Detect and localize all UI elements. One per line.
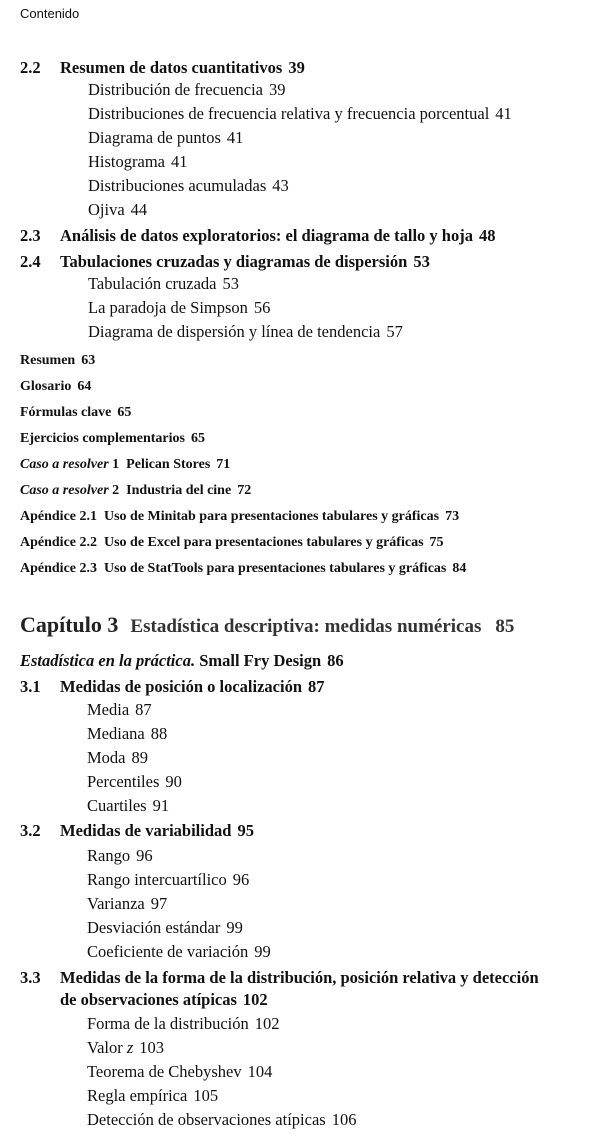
subitem-title: Diagrama de puntos [88,128,221,147]
toc-section-3-1[interactable] [20,677,325,697]
toc-subitem[interactable] [88,128,243,148]
section-title: Medidas de variabilidad [60,821,232,840]
subitem-page: 87 [135,700,152,719]
subitem-page: 105 [193,1086,219,1105]
appendix-label: Apéndice 2.3 [20,561,97,576]
toc-subitem[interactable] [88,104,512,124]
toc-practice-item[interactable] [20,651,344,671]
subitem-title: Ojiva [88,200,125,219]
case-title: Industria del cine [126,483,232,498]
toc-subitem[interactable] [87,1086,218,1106]
appendix-title: Uso de StatTools para presentaciones tabulares y gráficas [104,561,447,576]
toc-appendix-item[interactable] [20,533,444,553]
toc-section-2-2[interactable] [20,58,305,78]
toc-subitem[interactable] [87,1110,356,1130]
section-title: Tabulaciones cruzadas y diagramas de dispersión [60,252,408,271]
toc-subitem[interactable] [88,200,147,220]
section-page: 95 [237,821,254,840]
toc-section-3-3[interactable] [20,968,539,988]
end-item-page: 65 [117,405,132,420]
subitem-title: Distribución de frecuencia [88,80,264,99]
appendix-title: Uso de Minitab para presentaciones tabulares y gráficas [104,509,440,524]
section-title-line1: Medidas de la forma de la distribución, posición relativa y detección [60,968,539,987]
subitem-page: 103 [139,1038,165,1057]
subitem-title: Tabulación cruzada [88,274,217,293]
subitem-page: 57 [386,322,403,341]
subitem-title: Cuartiles [87,796,147,815]
subitem-title: Media [87,700,130,719]
end-item-title: Resumen [20,353,76,368]
toc-case-item[interactable] [20,481,251,501]
section-page: 102 [242,990,268,1009]
subitem-page: 104 [247,1062,273,1081]
subitem-title: Teorema de Chebyshev [87,1062,242,1081]
case-label: Caso a resolver [20,457,109,472]
case-page: 71 [216,457,231,472]
section-number: 2.4 [20,252,41,271]
toc-end-item[interactable] [20,403,131,423]
section-page: 39 [288,58,305,77]
appendix-page: 84 [452,561,467,576]
toc-subitem[interactable] [87,846,153,866]
subitem-page: 44 [130,200,148,219]
subitem-title: Histograma [88,152,165,171]
chapter-title: Estadística descriptiva: medidas numéricas [130,616,482,637]
practice-label: Estadística en la práctica. [20,651,196,670]
chapter-3-heading[interactable] [20,612,514,640]
subitem-title: Rango intercuartílico [87,870,227,889]
toc-subitem[interactable] [87,796,169,816]
toc-end-item[interactable] [20,377,91,397]
practice-page: 86 [327,651,344,670]
case-title: Pelican Stores [126,457,211,472]
appendix-title: Uso de Excel para presentaciones tabulares y gráficas [104,535,424,550]
toc-subitem[interactable] [87,748,148,768]
toc-subitem[interactable] [87,1014,280,1034]
subitem-title: Moda [87,748,126,767]
toc-section-3-3-cont[interactable] [60,990,268,1010]
subitem-page: 56 [253,298,271,317]
subitem-page: 106 [331,1110,357,1129]
subitem-page: 96 [232,870,250,889]
subitem-page: 43 [272,176,289,195]
appendix-page: 73 [445,509,460,524]
toc-subitem[interactable] [87,1038,164,1058]
toc-appendix-item[interactable] [20,559,466,579]
chapter-label: Capítulo 3 [20,612,119,637]
toc-section-3-2[interactable] [20,821,254,841]
case-number: 1 [112,457,120,472]
subitem-title: La paradoja de Simpson [88,298,248,317]
section-number: 2.2 [20,58,41,77]
subitem-title: Rango [87,846,131,865]
subitem-page: 99 [254,942,271,961]
subitem-page: 88 [150,724,168,743]
subitem-variable: z [126,1038,134,1057]
subitem-title: Desviación estándar [87,918,221,937]
end-item-title: Fórmulas clave [20,405,112,420]
case-number: 2 [112,483,120,498]
toc-subitem[interactable] [87,700,152,720]
subitem-title: Distribuciones acumuladas [88,176,267,195]
appendix-label: Apéndice 2.1 [20,509,97,524]
toc-subitem[interactable] [88,80,286,100]
toc-end-item[interactable] [20,429,205,449]
subitem-page: 41 [495,104,512,123]
subitem-title: Coeficiente de variación [87,942,249,961]
toc-subitem[interactable] [87,942,271,962]
toc-section-2-3[interactable] [20,226,495,246]
subitem-title: Forma de la distribución [87,1014,249,1033]
toc-subitem[interactable] [88,298,270,318]
toc-subitem[interactable] [88,176,289,196]
subitem-title: Valor [87,1038,123,1057]
section-number: 3.2 [20,821,41,840]
subitem-page: 89 [131,748,148,767]
toc-subitem[interactable] [88,152,187,172]
subitem-page: 96 [136,846,153,865]
section-title: Resumen de datos cuantitativos [60,58,283,77]
section-number: 3.1 [20,677,41,696]
toc-section-2-4[interactable] [20,252,430,272]
toc-subitem[interactable] [87,894,167,914]
toc-subitem[interactable] [87,772,182,792]
end-item-title: Ejercicios complementarios [20,431,185,446]
practice-title: Small Fry Design [199,651,322,670]
section-page: 48 [478,226,496,245]
case-label: Caso a resolver [20,483,109,498]
toc-subitem[interactable] [87,724,167,744]
subitem-page: 97 [150,894,168,913]
subitem-title: Mediana [87,724,145,743]
subitem-page: 99 [226,918,243,937]
section-title-line2: de observaciones atípicas [60,990,237,1009]
section-title: Análisis de datos exploratorios: el diagrama de tallo y hoja [60,226,473,245]
subitem-title: Percentiles [87,772,160,791]
subitem-title: Distribuciones de frecuencia relativa y frecuencia porcentual [88,104,490,123]
section-title: Medidas de posición o localización [60,677,303,696]
toc-subitem[interactable] [88,322,403,342]
running-header: Contenido [20,6,80,21]
subitem-page: 102 [254,1014,280,1033]
toc-appendix-item[interactable] [20,507,459,527]
toc-case-item[interactable] [20,455,230,475]
subitem-title: Diagrama de dispersión y línea de tendencia [88,322,381,341]
subitem-page: 91 [152,796,170,815]
subitem-title: Detección de observaciones atípicas [87,1110,326,1129]
subitem-title: Varianza [87,894,145,913]
appendix-page: 75 [429,535,444,550]
toc-subitem[interactable] [87,918,243,938]
subitem-page: 41 [170,152,188,171]
subitem-page: 53 [222,274,239,293]
subitem-page: 90 [165,772,182,791]
end-item-title: Glosario [20,379,72,394]
end-item-page: 63 [81,353,96,368]
subitem-page: 41 [226,128,244,147]
section-number: 2.3 [20,226,41,245]
subitem-page: 39 [269,80,286,99]
end-item-page: 65 [190,431,205,446]
chapter-page: 85 [495,616,515,637]
appendix-label: Apéndice 2.2 [20,535,97,550]
toc-subitem[interactable] [87,1062,272,1082]
toc-subitem[interactable] [88,274,239,294]
toc-end-item[interactable] [20,351,95,371]
toc-subitem[interactable] [87,870,249,890]
section-number: 3.3 [20,968,41,987]
end-item-page: 64 [77,379,92,394]
section-page: 53 [413,252,430,271]
case-page: 72 [237,483,252,498]
section-page: 87 [308,677,325,696]
subitem-title: Regla empírica [87,1086,188,1105]
